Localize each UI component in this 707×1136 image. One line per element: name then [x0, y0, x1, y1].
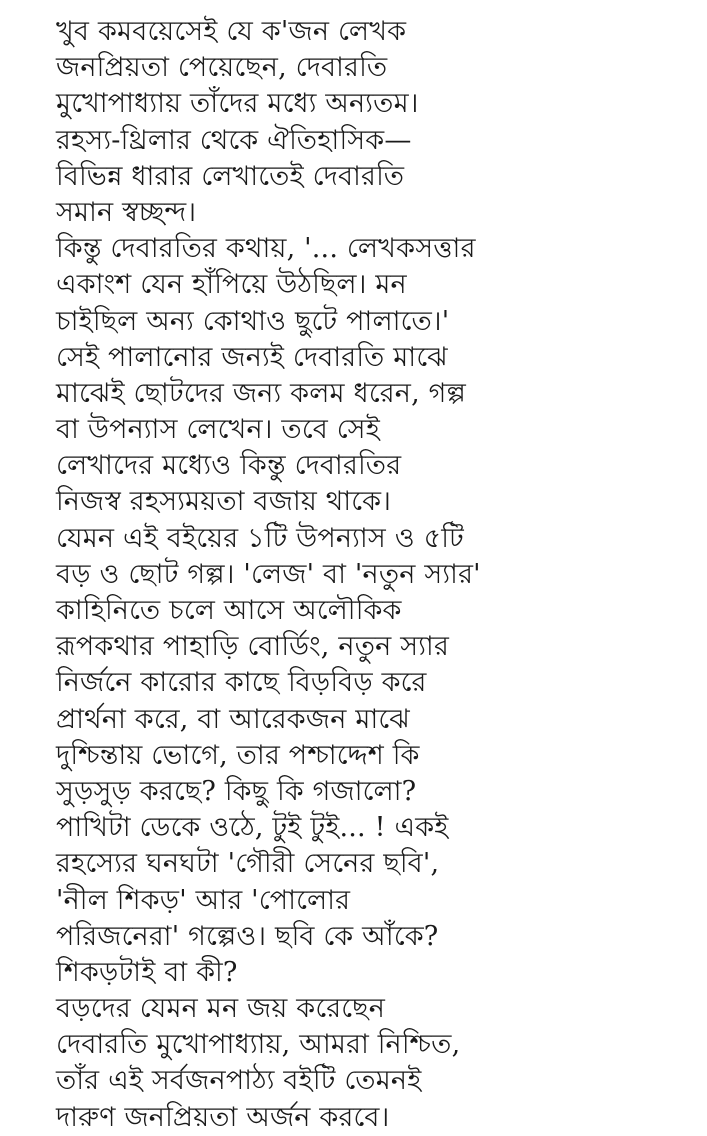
text-line: সেই পালানোর জন্যই দেবারতি মাঝে — [56, 341, 448, 373]
text-line: সমান স্বচ্ছন্দ। — [56, 196, 197, 228]
text-line: খুব কমবয়েসেই যে ক'জন লেখক — [56, 16, 407, 47]
text-line: মাঝেই ছোটদের জন্য কলম ধরেন, গল্প — [56, 377, 467, 409]
text-line: শিকড়টাই বা কী? — [56, 956, 238, 988]
text-line: রহস্য-থ্রিলার থেকে ঐতিহাসিক— — [56, 124, 412, 156]
text-line: প্রার্থনা করে, বা আরেকজন মাঝে — [56, 703, 410, 735]
blurb-text-block — [56, 14, 696, 1136]
text-line: বা উপন্যাস লেখেন। তবে সেই — [56, 414, 380, 446]
text-line: বড় ও ছোট গল্প। 'লেজ' বা 'নতুন স্যার' — [56, 558, 481, 590]
text-line: কাহিনিতে চলে আসে অলৌকিক — [56, 595, 402, 626]
text-line: কিন্তু দেবারতির কথায়, '... লেখকসত্তার — [56, 233, 476, 265]
text-line: যেমন এই বইয়ের ১টি উপন্যাস ও ৫টি — [56, 522, 464, 554]
text-line: দুশ্চিন্তায় ভোগে, তার পশ্চাদ্দেশ কি — [56, 739, 420, 771]
text-line: দেবারতি মুখোপাধ্যায়, আমরা নিশ্চিত, — [56, 1029, 461, 1061]
text-line: একাংশ যেন হাঁপিয়ে উঠছিল। মন — [56, 269, 407, 301]
text-line: মুখোপাধ্যায় তাঁদের মধ্যে অন্যতম। — [56, 88, 419, 120]
text-line: তাঁর এই সর্বজনপাঠ্য বইটি তেমনই — [56, 1065, 422, 1097]
text-line: বিভিন্ন ধারার লেখাতেই দেবারতি — [56, 160, 405, 192]
text-line: নির্জনে কারোর কাছে বিড়বিড় করে — [56, 667, 427, 699]
text-line: পাখিটা ডেকে ওঠে, টুই টুই... ! একই — [56, 812, 449, 844]
text-line: নিজস্ব রহস্যময়তা বজায় থাকে। — [56, 486, 392, 518]
text-line: জনপ্রিয়তা পেয়েছেন, দেবারতি — [56, 52, 388, 84]
text-line: 'নীল শিকড়' আর 'পোলোর — [56, 884, 351, 916]
text-line: দারুণ জনপ্রিয়তা অর্জন করবে। — [56, 1101, 390, 1133]
text-line: চাইছিল অন্য কোথাও ছুটে পালাতে।' — [56, 305, 450, 337]
text-line: লেখাদের মধ্যেও কিন্তু দেবারতির — [56, 450, 402, 482]
text-line: সুড়সুড় করছে? কিছু কি গজালো? — [56, 775, 417, 807]
text-line: রহস্যের ঘনঘটা 'গৌরী সেনের ছবি', — [56, 848, 440, 880]
text-line: বড়দের যেমন মন জয় করেছেন — [56, 993, 386, 1025]
text-line: পরিজনেরা' গল্পেও। ছবি কে আঁকে? — [56, 920, 439, 952]
text-line: রূপকথার পাহাড়ি বোর্ডিং, নতুন স্যার — [56, 631, 449, 663]
